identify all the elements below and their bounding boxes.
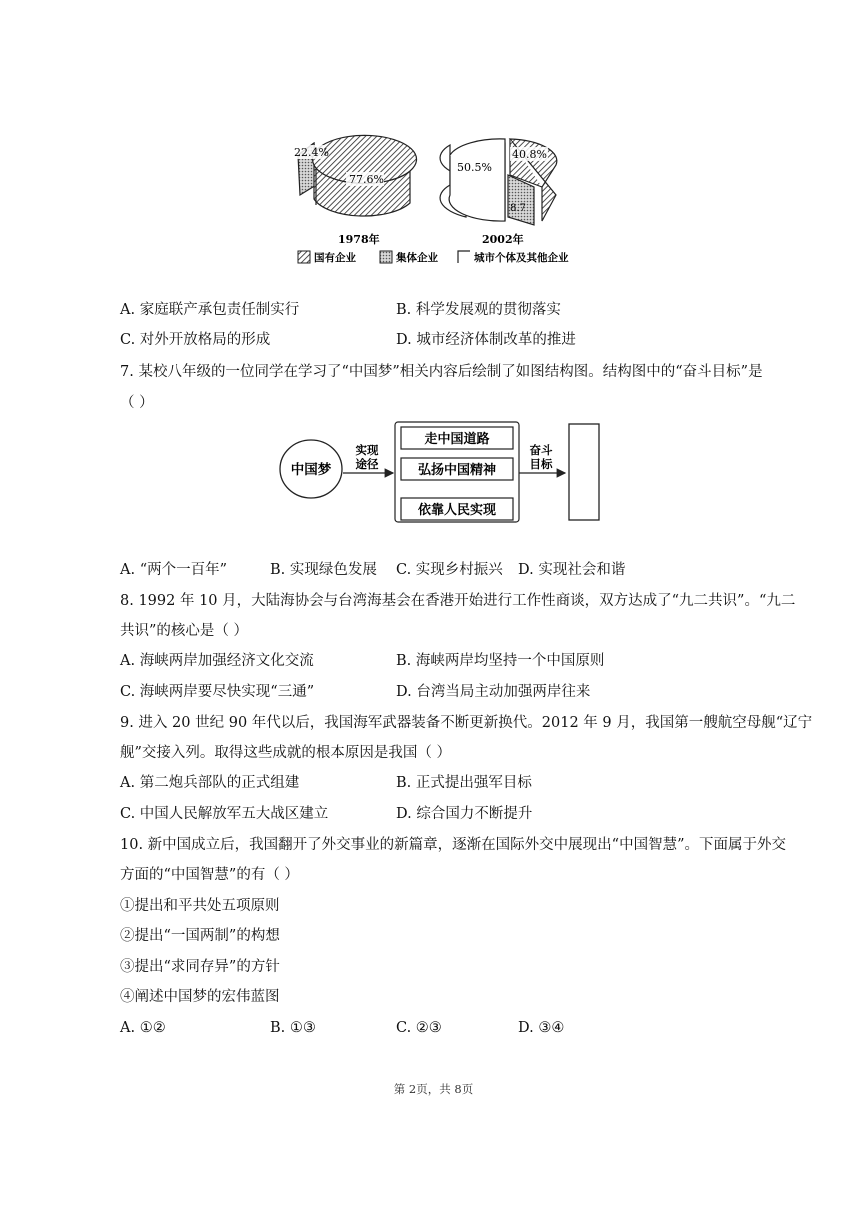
q10-option-b[interactable]: B. ①③ bbox=[270, 1020, 316, 1036]
q10-option-c[interactable]: C. ②③ bbox=[396, 1020, 442, 1036]
legend-swatch-collective bbox=[380, 251, 392, 263]
q9-stem-line1: 9. 进入 20 世纪 90 年代以后，我国海军武器装备不断更新换代。2012 年 9 月，我国第一艘航空母舰“辽宁 bbox=[120, 715, 813, 731]
diagram-arrow1-label-top: 实现 bbox=[355, 443, 379, 457]
q8-option-d[interactable]: D. 台湾当局主动加强两岸往来 bbox=[396, 684, 591, 700]
q7-option-c[interactable]: C. 实现乡村振兴 bbox=[396, 562, 503, 578]
pie-2002-label-collective: 8.7 bbox=[510, 203, 526, 214]
q10-option-d[interactable]: D. ③④ bbox=[518, 1020, 565, 1036]
enterprise-share-pie-charts bbox=[280, 125, 600, 275]
q7-stem-line2: （ ） bbox=[120, 395, 154, 411]
q6-option-b[interactable]: B. 科学发展观的贯彻落实 bbox=[396, 302, 561, 318]
diagram-arrow2-label-top: 奋斗 bbox=[529, 443, 553, 457]
q10-item-3: ③提出“求同存异”的方针 bbox=[120, 959, 280, 975]
q7-option-b[interactable]: B. 实现绿色发展 bbox=[270, 562, 377, 578]
legend-swatch-state bbox=[298, 251, 310, 263]
q9-option-b[interactable]: B. 正式提出强军目标 bbox=[396, 775, 532, 791]
legend-swatch-private bbox=[458, 251, 470, 263]
diagram-center-label: 中国梦 bbox=[290, 462, 332, 478]
pie-1978-label-state: 77.6% bbox=[349, 173, 384, 186]
legend-label-state: 国有企业 bbox=[314, 252, 356, 264]
diagram-arrow1-label-bottom: 途径 bbox=[355, 457, 379, 471]
q6-option-a[interactable]: A. 家庭联产承包责任制实行 bbox=[120, 302, 300, 318]
q9-option-a[interactable]: A. 第二炮兵部队的正式组建 bbox=[120, 775, 300, 791]
q9-option-c[interactable]: C. 中国人民解放军五大战区建立 bbox=[120, 806, 329, 822]
pie-legend bbox=[298, 251, 569, 264]
pie-2002 bbox=[440, 139, 557, 246]
diagram-goal-blank-box bbox=[569, 424, 599, 520]
q10-item-4: ④阐述中国梦的宏伟蓝图 bbox=[120, 989, 280, 1005]
q8-option-a[interactable]: A. 海峡两岸加强经济文化交流 bbox=[120, 653, 314, 669]
diagram-box-2-label: 弘扬中国精神 bbox=[417, 463, 497, 478]
q6-option-d[interactable]: D. 城市经济体制改革的推进 bbox=[396, 332, 576, 348]
q10-stem-line1: 10. 新中国成立后，我国翻开了外交事业的新篇章，逐渐在国际外交中展现出“中国智慧”。下面属于外交 bbox=[120, 837, 786, 853]
q8-stem-line1: 8. 1992 年 10 月，大陆海协会与台湾海基会在香港开始进行工作性商谈，双方达成了“九二共识”。“九二 bbox=[120, 593, 796, 609]
pie-1978-title: 1978年 bbox=[338, 233, 380, 246]
q7-option-a[interactable]: A. “两个一百年” bbox=[120, 562, 228, 578]
q10-stem-line2: 方面的“中国智慧”的有（ ） bbox=[120, 867, 299, 883]
pie-2002-title: 2002年 bbox=[482, 233, 524, 246]
q8-option-b[interactable]: B. 海峡两岸均坚持一个中国原则 bbox=[396, 653, 605, 669]
q9-option-d[interactable]: D. 综合国力不断提升 bbox=[396, 806, 533, 822]
diagram-arrow2-label-bottom: 目标 bbox=[529, 457, 553, 471]
q7-option-d[interactable]: D. 实现社会和谐 bbox=[518, 562, 626, 578]
q10-item-2: ②提出“一国两制”的构想 bbox=[120, 928, 280, 944]
q7-stem-line1: 7. 某校八年级的一位同学在学习了“中国梦”相关内容后绘制了如图结构图。结构图中的“奋斗目标”是 bbox=[120, 364, 763, 380]
q10-item-1: ①提出和平共处五项原则 bbox=[120, 898, 280, 914]
diagram-box-3-label: 依靠人民实现 bbox=[417, 503, 497, 518]
pie-1978-label-collective: 22.4% bbox=[294, 146, 329, 159]
legend-label-collective: 集体企业 bbox=[396, 252, 438, 264]
q8-stem-line2: 共识”的核心是（ ） bbox=[120, 623, 249, 639]
pie-2002-label-state: 40.8% bbox=[512, 148, 547, 161]
q9-stem-line2: 舰”交接入列。取得这些成就的根本原因是我国（ ） bbox=[120, 745, 452, 761]
q8-option-c[interactable]: C. 海峡两岸要尽快实现“三通” bbox=[120, 684, 315, 700]
legend-label-private: 城市个体及其他企业 bbox=[474, 252, 569, 264]
chinese-dream-structure-diagram bbox=[275, 418, 615, 530]
pie-1978 bbox=[290, 135, 417, 246]
diagram-box-1-label: 走中国道路 bbox=[424, 432, 490, 447]
q6-option-c[interactable]: C. 对外开放格局的形成 bbox=[120, 332, 271, 348]
q10-option-a[interactable]: A. ①② bbox=[120, 1020, 166, 1036]
pie-2002-label-private: 50.5% bbox=[457, 161, 492, 174]
page-number-footer: 第 2页，共 8页 bbox=[393, 1082, 474, 1096]
